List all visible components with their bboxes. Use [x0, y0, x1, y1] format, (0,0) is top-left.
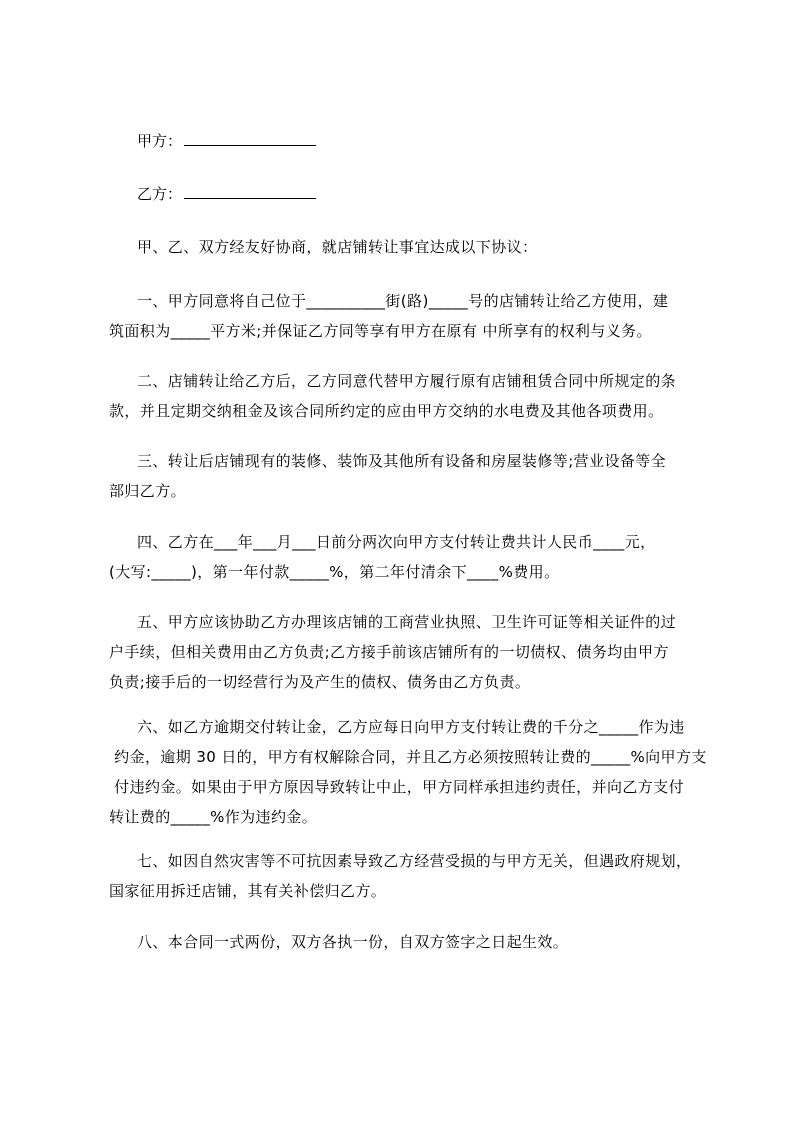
clause-7: [109, 846, 709, 906]
clause-1: [109, 286, 709, 346]
clause-5-line-1: 五、甲方应该协助乙方办理该店铺的工商营业执照、卫生许可证等相关证件的过: [137, 613, 677, 631]
clause-3: [109, 446, 709, 506]
clause-2-line-1: 二、店铺转让给乙方后，乙方同意代替甲方履行原有店铺租赁合同中所规定的条: [137, 372, 677, 390]
clause-6-line-2: 约金，逾期 30 日的，甲方有权解除合同，并且乙方必须按照转让费的_____%向甲方支: [109, 748, 707, 766]
clause-4-line-1: 四、乙方在___年___月___日前分两次向甲方支付转让费共计人民币____元，: [137, 533, 656, 551]
clause-6-line-1: 六、如乙方逾期交付转让金，乙方应每日向甲方支付转让费的千分之_____作为违: [137, 718, 685, 736]
party-b-line: [137, 184, 316, 204]
clause-6-line-4: 转让费的_____%作为违约金。: [109, 808, 318, 826]
clause-2: [109, 366, 709, 426]
clause-3-line-1: 三、转让后店铺现有的装修、装饰及其他所有设备和房屋装修等;营业设备等全: [137, 452, 667, 470]
intro-paragraph: [137, 232, 737, 262]
clause-5-line-3: 负责;接手后的一切经营行为及产生的债权、债务由乙方负责。: [109, 673, 531, 691]
party-b-label: 乙方：: [137, 185, 183, 203]
clause-2-line-2: 款，并且定期交纳租金及该合同所约定的应由甲方交纳的水电费及其他各项费用。: [109, 402, 664, 420]
party-a-label: 甲方：: [137, 132, 183, 150]
clause-5-line-2: 户手续，但相关费用由乙方负责;乙方接手前该店铺所有的一切债权、债务均由甲方: [109, 643, 669, 661]
clause-1-line-1: 一、甲方同意将自己位于__________街(路)_____号的店铺转让给乙方使用，建: [137, 292, 669, 310]
clause-7-line-1: 七、如因自然灾害等不可抗因素导致乙方经营受损的与甲方无关，但遇政府规划，: [137, 852, 692, 870]
clause-6-line-3: 付违约金。如果由于甲方原因导致转让中止，甲方同样承担违约责任，并向乙方支付: [109, 778, 684, 796]
clause-3-line-2: 部归乙方。: [109, 482, 187, 500]
clause-1-line-2: 筑面积为_____平方米;并保证乙方同等享有甲方在原有 中所享有的权利与义务。: [109, 322, 652, 340]
clause-4: [109, 527, 709, 587]
clause-5: [109, 607, 709, 697]
party-a-blank: [184, 131, 316, 146]
clause-4-line-2: (大写:_____)，第一年付款_____%，第二年付清余下____%费用。: [109, 563, 560, 581]
clause-8: [109, 927, 709, 957]
clause-6: [109, 712, 709, 832]
party-b-blank: [184, 184, 316, 199]
intro-text: 甲、乙、双方经友好协商，就店铺转让事宜达成以下协议：: [137, 238, 538, 256]
party-a-line: [137, 131, 316, 151]
clause-8-line-1: 八、本合同一式两份，双方各执一份，自双方签字之日起生效。: [137, 933, 569, 951]
clause-7-line-2: 国家征用拆迁店铺，其有关补偿归乙方。: [109, 882, 387, 900]
